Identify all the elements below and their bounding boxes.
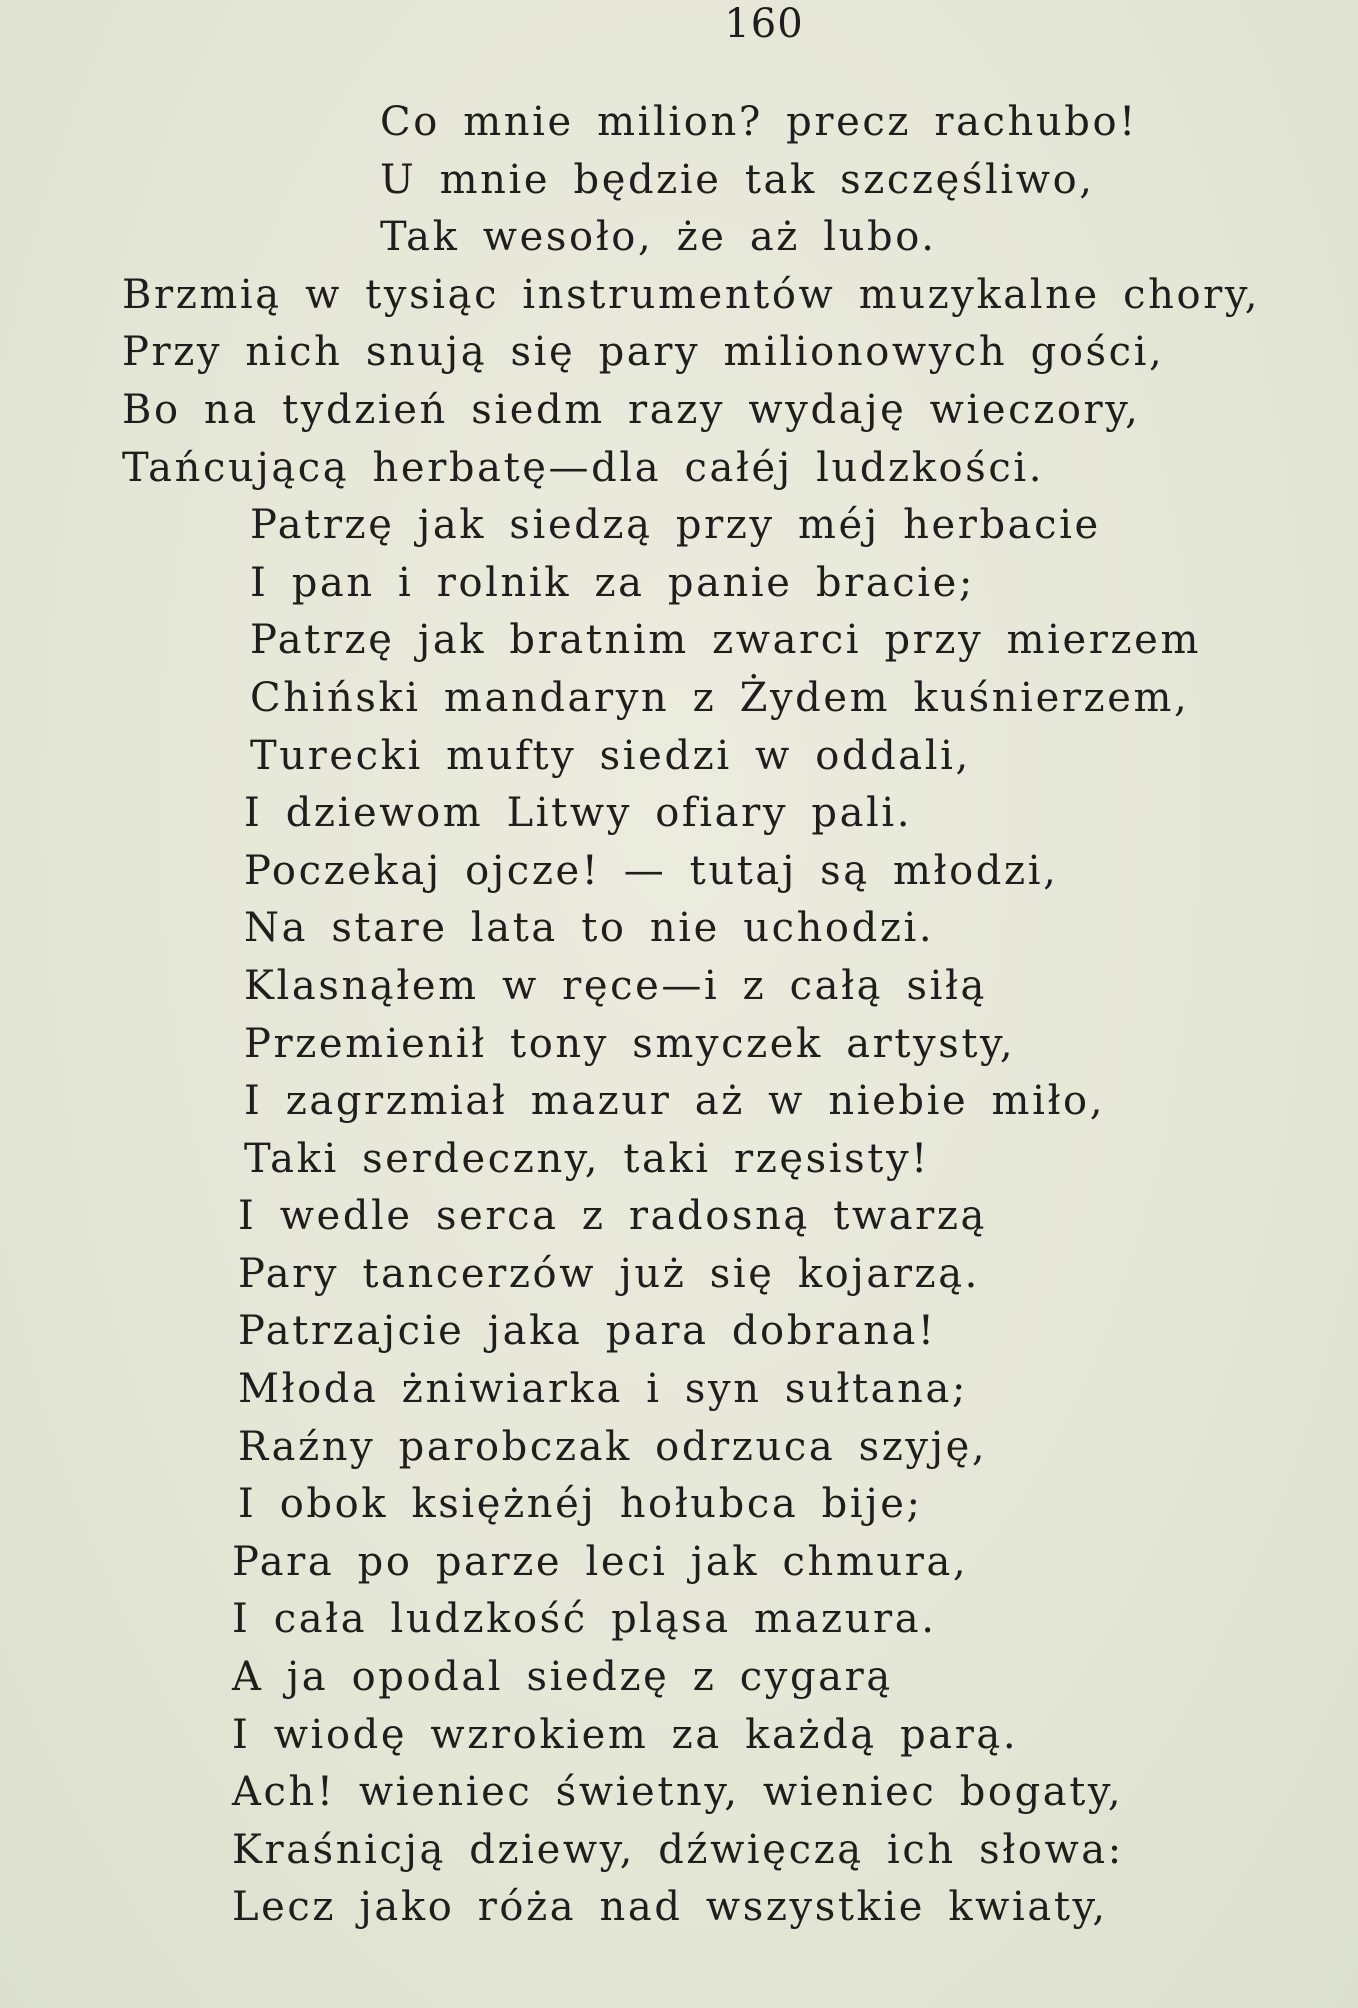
verse-line: Brzmią w tysiąc instrumentów muzykalne chory, <box>122 271 1261 318</box>
verse-line: A ja opodal siedzę z cygarą <box>232 1654 893 1701</box>
page-number: 160 <box>724 1 804 47</box>
verse-line: Patrzajcie jaka para dobrana! <box>238 1308 937 1355</box>
verse-line: Poczekaj ojcze! — tutaj są młodzi, <box>244 847 1059 894</box>
verse-line: Raźny parobczak odrzuca szyję, <box>238 1423 988 1470</box>
verse-line: Przemienił tony smyczek artysty, <box>244 1020 1016 1067</box>
poem-text <box>0 94 1358 1937</box>
verse-line: Tańcującą herbatę—dla całéj ludzkości. <box>122 444 1045 491</box>
verse-line: U mnie będzie tak szczęśliwo, <box>380 156 1095 203</box>
verse-line: Co mnie milion? precz rachubo! <box>380 99 1138 145</box>
verse-line: Przy nich snują się pary milionowych gości, <box>122 329 1165 376</box>
verse-line: Taki serdeczny, taki rzęsisty! <box>244 1135 930 1182</box>
verse-line: Bo na tydzień siedm razy wydaję wieczory, <box>122 386 1141 433</box>
verse-line: Na stare lata to nie uchodzi. <box>244 905 935 952</box>
verse-line: Patrzę jak bratnim zwarci przy mierzem <box>250 617 1201 664</box>
verse-line: I wedle serca z radosną twarzą <box>238 1193 987 1240</box>
verse-line: Lecz jako róża nad wszystkie kwiaty, <box>232 1884 1108 1931</box>
verse-line: Patrzę jak siedzą przy méj herbacie <box>250 502 1101 549</box>
verse-line: Kraśnicją dziewy, dźwięczą ich słowa: <box>232 1826 1124 1873</box>
verse-line: Para po parze leci jak chmura, <box>232 1538 969 1585</box>
verse-line: I zagrzmiał mazur aż w niebie miło, <box>244 1078 1106 1125</box>
verse-line: I cała ludzkość pląsa mazura. <box>232 1596 937 1643</box>
verse-line: I wiodę wzrokiem za każdą parą. <box>232 1711 1019 1758</box>
verse-line: Turecki mufty siedzi w oddali, <box>250 732 971 779</box>
verse-line: Ach! wieniec świetny, wieniec bogaty, <box>232 1769 1124 1816</box>
verse-line: Chiński mandaryn z Żydem kuśnierzem, <box>250 674 1190 721</box>
verse-line: I obok księżnéj hołubca bije; <box>238 1481 923 1528</box>
verse-line: Młoda żniwiarka i syn sułtana; <box>238 1366 968 1413</box>
verse-line: I dziewom Litwy ofiary pali. <box>244 790 913 837</box>
verse-line: I pan i rolnik za panie bracie; <box>250 559 976 606</box>
verse-line: Pary tancerzów już się kojarzą. <box>238 1250 980 1297</box>
verse-line: Tak wesoło, że aż lubo. <box>380 214 937 261</box>
verse-line: Klasnąłem w ręce—i z całą siłą <box>244 962 987 1009</box>
